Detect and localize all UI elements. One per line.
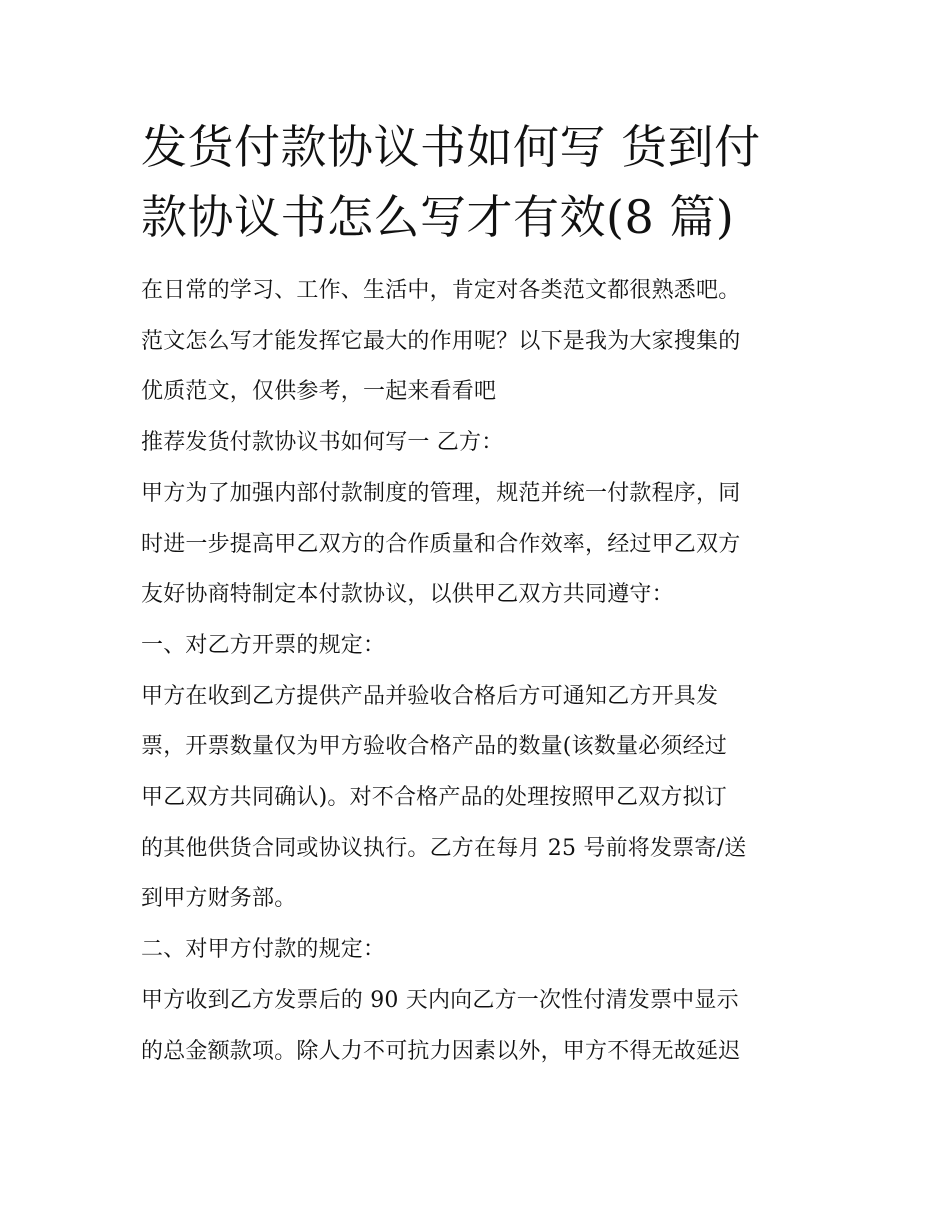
text-line-16: 的总金额款项。除人力不可抗力因素以外，甲方不得无故延迟 [141, 1038, 741, 1064]
title-line-1: 发货付款协议书如何写 货到付 [141, 120, 761, 174]
text-line-11: 甲乙双方共同确认)。对不合格产品的处理按照甲乙双方拟订 [141, 785, 727, 811]
section-heading-recommend: 推荐发货付款协议书如何写一 乙方： [141, 430, 504, 456]
section-heading-payment-rules: 二、对甲方付款的规定： [141, 937, 386, 963]
text-line-6: 时进一步提高甲乙双方的合作质量和合作效率，经过甲乙双方 [141, 531, 741, 557]
document-title [141, 112, 816, 252]
section-heading-invoice-rules: 一、对乙方开票的规定： [141, 632, 386, 658]
text-line-2: 范文怎么写才能发挥它最大的作用呢？以下是我为大家搜集的 [141, 328, 741, 354]
text-line-10: 票，开票数量仅为甲方验收合格产品的数量(该数量必须经过 [141, 734, 727, 760]
document-body [141, 112, 816, 1077]
text-line-5: 甲方为了加强内部付款制度的管理，规范并统一付款程序，同 [141, 480, 741, 506]
text-line-12: 的其他供货合同或协议执行。乙方在每月 25 号前将发票寄/送 [141, 835, 747, 861]
text-line-9: 甲方在收到乙方提供产品并验收合格后方可通知乙方开具发 [141, 683, 719, 709]
text-line-13: 到甲方财务部。 [141, 886, 297, 912]
text-line-3: 优质范文，仅供参考，一起来看看吧 [141, 379, 497, 405]
text-line-15: 甲方收到乙方发票后的 90 天内向乙方一次性付清发票中显示 [141, 987, 739, 1013]
text-line-7: 友好协商特制定本付款协议，以供甲乙双方共同遵守： [141, 582, 674, 608]
title-line-2: 款协议书怎么写才有效(8 篇) [141, 190, 735, 244]
text-line-1: 在日常的学习、工作、生活中，肯定对各类范文都很熟悉吧。 [141, 278, 741, 303]
